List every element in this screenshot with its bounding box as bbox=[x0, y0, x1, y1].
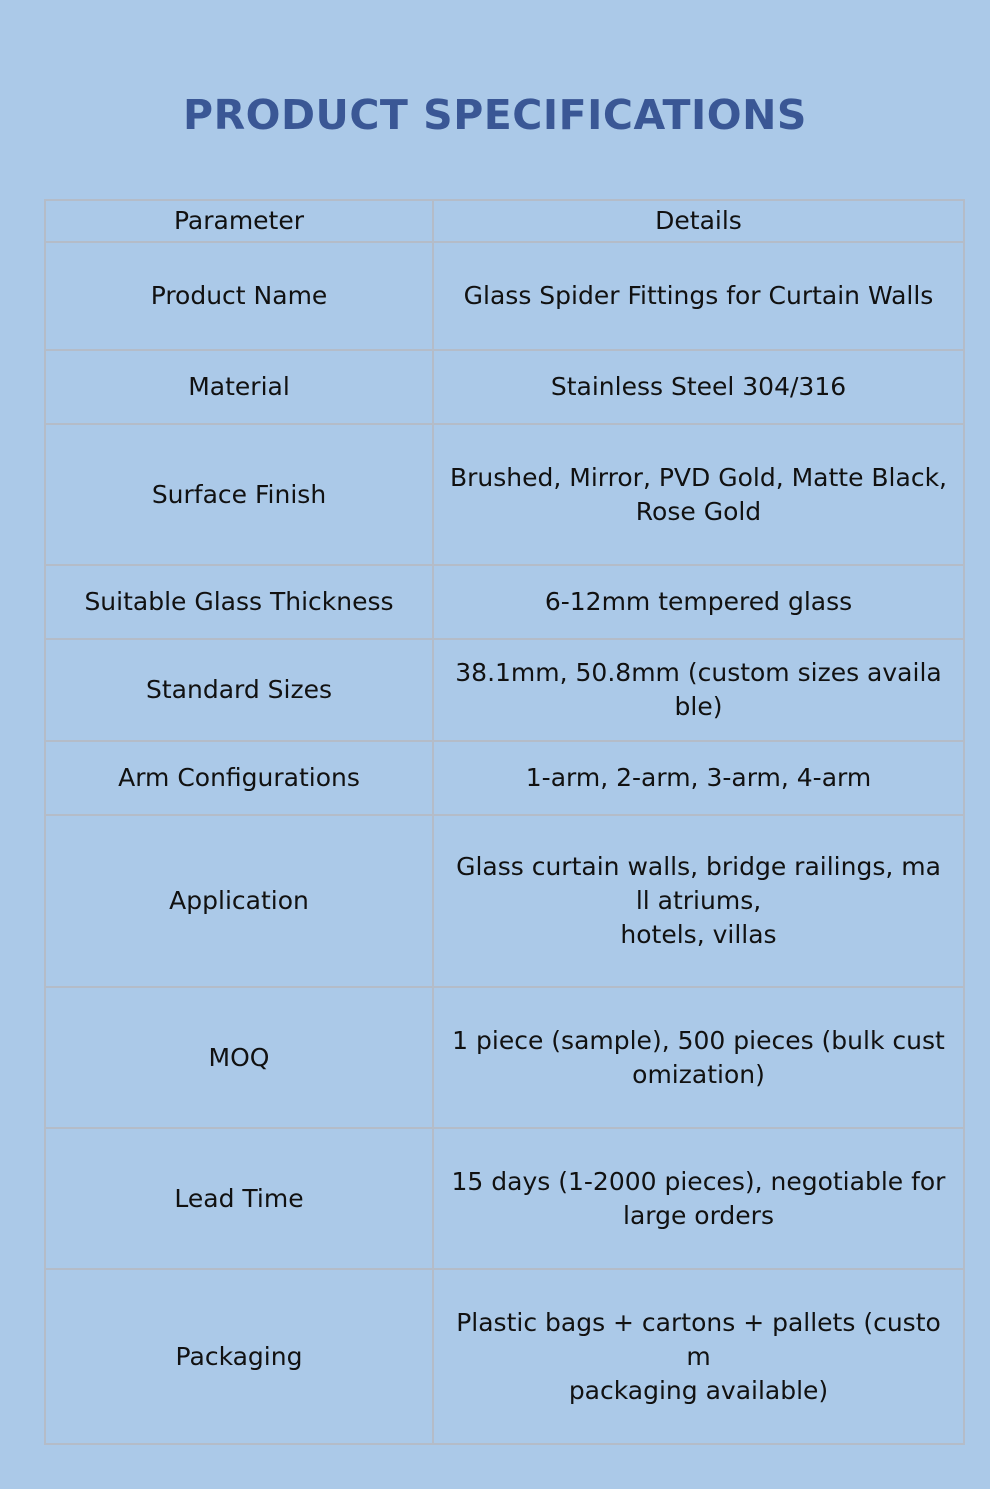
table-row bbox=[45, 350, 964, 424]
table-row bbox=[45, 987, 964, 1128]
table-row bbox=[45, 1128, 964, 1269]
details-cell: 6-12mm tempered glass bbox=[433, 565, 964, 639]
details-cell: 1-arm, 2-arm, 3-arm, 4-arm bbox=[433, 741, 964, 815]
details-cell: Stainless Steel 304/316 bbox=[433, 350, 964, 424]
parameter-cell: Arm Configurations bbox=[45, 741, 433, 815]
parameter-cell: Lead Time bbox=[45, 1128, 433, 1269]
header-parameter: Parameter bbox=[45, 200, 433, 242]
table-header-row bbox=[45, 200, 964, 242]
parameter-cell: Suitable Glass Thickness bbox=[45, 565, 433, 639]
parameter-cell: Material bbox=[45, 350, 433, 424]
parameter-cell: Product Name bbox=[45, 242, 433, 350]
table-row bbox=[45, 815, 964, 987]
details-cell: Glass curtain walls, bridge railings, ma ll atriums, hotels, villas bbox=[433, 815, 964, 987]
table-row bbox=[45, 639, 964, 741]
table-row bbox=[45, 741, 964, 815]
details-cell: Plastic bags + cartons + pallets (custo m packaging available) bbox=[433, 1269, 964, 1444]
details-cell: Glass Spider Fittings for Curtain Walls bbox=[433, 242, 964, 350]
parameter-cell: Standard Sizes bbox=[45, 639, 433, 741]
spec-table bbox=[44, 199, 965, 1445]
table-row bbox=[45, 424, 964, 565]
details-cell: Brushed, Mirror, PVD Gold, Matte Black, Rose Gold bbox=[433, 424, 964, 565]
parameter-cell: Surface Finish bbox=[45, 424, 433, 565]
table-row bbox=[45, 565, 964, 639]
details-cell: 1 piece (sample), 500 pieces (bulk cust omization) bbox=[433, 987, 964, 1128]
parameter-cell: Packaging bbox=[45, 1269, 433, 1444]
details-cell: 15 days (1-2000 pieces), negotiable for large orders bbox=[433, 1128, 964, 1269]
details-cell: 38.1mm, 50.8mm (custom sizes availa ble) bbox=[433, 639, 964, 741]
parameter-cell: MOQ bbox=[45, 987, 433, 1128]
table-row bbox=[45, 242, 964, 350]
table-row bbox=[45, 1269, 964, 1444]
page-title: PRODUCT SPECIFICATIONS bbox=[183, 91, 807, 139]
header-details: Details bbox=[433, 200, 964, 242]
parameter-cell: Application bbox=[45, 815, 433, 987]
